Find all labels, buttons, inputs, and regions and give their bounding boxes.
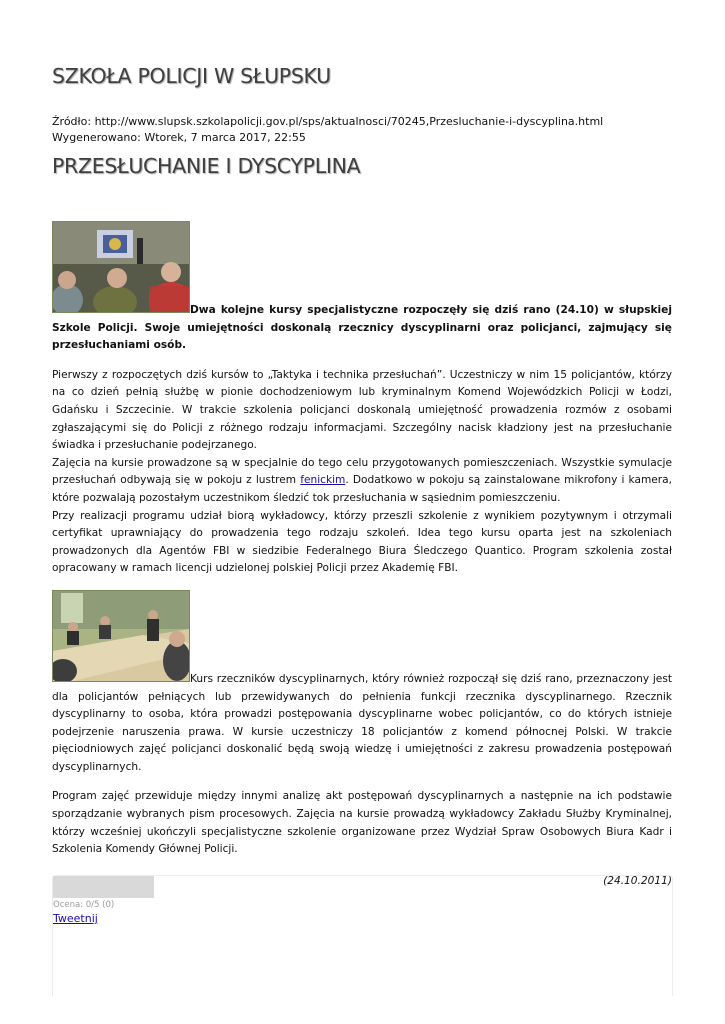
lecture-hall-photo	[52, 221, 190, 313]
paragraph-2-text-a: Zajęcia na kursie prowadzone są w specjalnie do tego celu przygotowanych pomieszczeniach. Wszystkie symulacje przesłuchań odbywają się w pokoju z lustrem	[52, 456, 672, 487]
paragraph-5: Program zajęć przewiduje między innymi analizę akt postępowań dyscyplinarnych a następnie na ich podstawie sporządzanie wybranych pism procesowych. Zajęcia na kursie prowadzą wykładowcy Zakładu Służby Kryminalnej, którzy wcześniej ukończyli specjalistyczne szkolenie organizowane przez Wydział Spraw Osobowych Biura Kadr i Szkolenia Komendy Głównej Policji.	[52, 790, 672, 856]
lead-text: Dwa kolejne kursy specjalistyczne rozpoczęły się dziś rano (24.10) w słupskiej Szkole Policji. Swoje umiejętności doskonalą rzecznicy dyscyplinarni oraz policjanci, zajmujący się przesłuchaniami osób.	[52, 304, 672, 352]
generated-date: Wygenerowano: Wtorek, 7 marca 2017, 22:55	[52, 130, 306, 144]
site-title: SZKOŁA POLICJI W SŁUPSKU	[52, 64, 331, 88]
paragraph-2	[52, 455, 672, 508]
paragraph-4: Kurs rzeczników dyscyplinarnych, który również rozpoczął się dziś rano, przeznaczony jest dla policjantów pełniących lub przewidywanych do pełnienia funkcji rzecznika dyscyplinarnego. Rzecznik dyscyplinarny to osoba, która prowadzi postępowania dyscyplinarne wobec policjantów, co do których istnieje podejrzenie naruszenia prawa. W kursie uczestniczy 18 policjantów z komend północnej Polski. W trakcie pięciodniowych zajęć policjanci doskonalić będą swoją wiedzę i umiejętności z zakresu prowadzenia postępowań dyscyplinarnych.	[52, 672, 672, 773]
classroom-photo	[52, 590, 190, 682]
paragraph-3: Przy realizacji programu udział biorą wykładowcy, którzy przeszli szkolenie z wynikiem pozytywnym i otrzymali certyfikat uprawniający do prowadzenia tego rodzaju szkoleń. Idea tego kursu oparta jest na szkoleniach prowadzonych dla Agentów FBI w siedzibie Federalnego Biura Śledczego Quantico. Program szkolenia został opracowany w ramach licencji udzielonej polskiej Policji przez Akademię FBI.	[52, 509, 672, 575]
rating-stars-bar[interactable]	[53, 876, 154, 898]
paragraph-2-text-b: . Dodatkowo w pokoju są zainstalowane mikrofony i kamera, które pozwalają pozostałym uczestnikom śledzić tok przesłuchania w sąsiednim pomieszczeniu.	[52, 474, 673, 504]
article-body	[52, 221, 672, 890]
tweet-link[interactable]: Tweetnij	[53, 912, 98, 925]
article-date: (24.10.2011)	[603, 874, 672, 887]
source-url: Źródło: http://www.slupsk.szkolapolicji.gov.pl/sps/aktualnosci/70245,Przesluchanie-i-dyscyplina.html	[52, 115, 604, 128]
meta-info	[52, 114, 603, 145]
article-title: PRZESŁUCHANIE I DYSCYPLINA	[52, 154, 361, 178]
fenickim-link[interactable]: fenickim	[300, 474, 346, 487]
paragraph-4-wrap	[52, 590, 672, 777]
paragraph-1: Pierwszy z rozpoczętych dziś kursów to „Taktyka i technika przesłuchań”. Uczestniczy w nim 15 policjantów, którzy na co dzień pełnią służbę w pionie dochodzeniowym lub kryminalnym Komend Wojewódzkich Policji w Łodzi, Gdańsku i Szczecinie. W trakcie szkolenia policjanci doskonalą umiejętność prowadzenia rozmów z osobami zgłaszającymi się do Policji z różnego rodzaju informacjami. Szczególny nacisk kładziony jest na przesłuchanie świadka i przesłuchanie podejrzanego.	[52, 368, 672, 452]
rating-text: Ocena: 0/5 (0)	[53, 900, 115, 910]
rating-box	[52, 875, 673, 996]
lead-paragraph	[52, 221, 672, 355]
